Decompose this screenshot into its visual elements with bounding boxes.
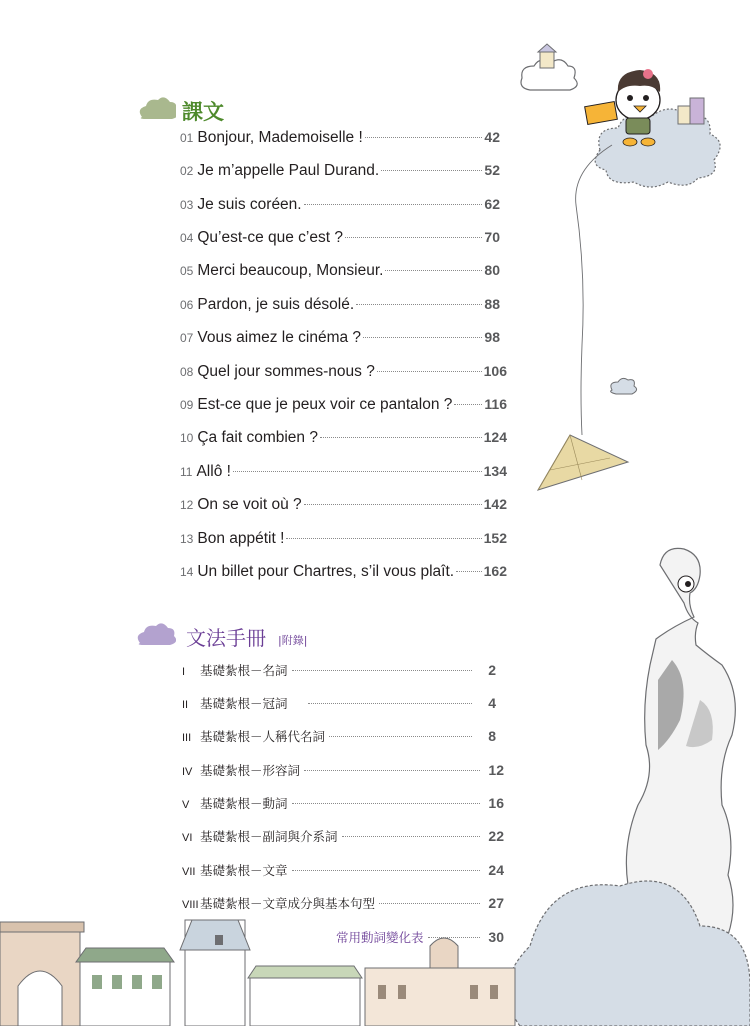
leader-dots <box>356 304 482 305</box>
toc-row-12[interactable] <box>180 496 507 518</box>
lesson-number: 06 <box>180 298 194 312</box>
grammar-title: 基礎紮根－動詞 <box>200 796 288 811</box>
lesson-number: 10 <box>180 431 194 445</box>
toc-row-01[interactable] <box>180 129 500 151</box>
leader-dots <box>292 670 472 671</box>
lesson-page: 88 <box>484 296 500 312</box>
toc-row-08[interactable] <box>180 363 507 385</box>
appendix-page: 30 <box>488 929 504 945</box>
leader-dots <box>308 703 472 704</box>
leader-dots <box>304 770 480 771</box>
lesson-number: 14 <box>180 565 194 579</box>
grammar-page: 4 <box>488 695 496 711</box>
grammar-heading-label: 文法手冊 <box>186 626 266 650</box>
grammar-title: 基礎紮根－副詞與介系詞 <box>200 829 338 844</box>
lesson-page: 134 <box>483 463 507 479</box>
leader-dots <box>304 204 483 205</box>
grammar-roman: IV <box>182 766 193 778</box>
grammar-page: 8 <box>488 728 496 744</box>
lesson-page: 52 <box>484 162 500 178</box>
lesson-number: 13 <box>180 532 194 546</box>
grammar-page: 16 <box>488 795 504 811</box>
leader-dots <box>381 170 482 171</box>
lesson-page: 42 <box>484 129 500 145</box>
appendix-title: 常用動詞變化表 <box>336 930 424 945</box>
lesson-number: 09 <box>180 398 194 412</box>
grammar-roman: VII <box>182 866 196 878</box>
lesson-title: Un billet pour Chartres, s’il vous plaît. <box>197 563 455 580</box>
grammar-title: 基礎紮根－文章 <box>200 863 288 878</box>
toc-row-13[interactable] <box>180 530 507 552</box>
grammar-roman: VI <box>182 832 193 844</box>
toc-row-03[interactable] <box>180 196 500 218</box>
lesson-title: Vous aimez le cinéma ? <box>197 329 362 346</box>
grammar-row-2[interactable] <box>182 694 496 714</box>
toc-row-11[interactable] <box>180 463 507 485</box>
appendix-tag: |附錄| <box>278 633 308 647</box>
lesson-number: 05 <box>180 264 194 278</box>
toc-row-07[interactable] <box>180 329 500 351</box>
leader-dots <box>329 736 472 737</box>
leader-dots <box>385 270 482 271</box>
appendix-row[interactable] <box>336 928 504 948</box>
leader-dots <box>304 504 482 505</box>
leader-dots <box>454 404 482 405</box>
small-cloud-icon <box>611 378 637 394</box>
purple-cloud-icon <box>134 623 176 651</box>
lesson-number: 07 <box>180 331 194 345</box>
green-cloud-icon <box>136 97 176 125</box>
lesson-number: 01 <box>180 131 194 145</box>
grammar-title: 基礎紮根－文章成分與基本句型 <box>200 896 376 911</box>
grammar-roman: VIII <box>182 899 199 911</box>
grammar-page: 12 <box>488 762 504 778</box>
toc-row-06[interactable] <box>180 296 500 318</box>
lessons-heading-label: 課文 <box>182 100 224 124</box>
lesson-page: 62 <box>484 196 500 212</box>
lesson-title: Bonjour, Mademoiselle ! <box>197 129 363 146</box>
lesson-title: On se voit où ? <box>197 496 302 513</box>
grammar-page: 24 <box>488 862 504 878</box>
leader-dots <box>292 870 480 871</box>
grammar-row-1[interactable] <box>182 661 496 681</box>
grammar-roman: II <box>182 699 189 711</box>
lesson-number: 04 <box>180 231 194 245</box>
lesson-page: 152 <box>483 530 507 546</box>
grammar-row-3[interactable] <box>182 727 496 747</box>
grammar-title: 基礎紮根－名詞 <box>200 663 288 678</box>
lesson-number: 12 <box>180 498 194 512</box>
grammar-title: 基礎紮根－形容詞 <box>200 763 301 778</box>
leader-dots <box>428 937 480 938</box>
grammar-row-5[interactable] <box>182 794 504 814</box>
lesson-page: 98 <box>484 329 500 345</box>
lesson-title: Est-ce que je peux voir ce pantalon ? <box>197 396 453 413</box>
grammar-roman: I <box>182 666 186 678</box>
grammar-page: 2 <box>488 662 496 678</box>
leader-dots <box>233 471 482 472</box>
toc-row-02[interactable] <box>180 162 500 184</box>
lesson-title: Pardon, je suis désolé. <box>197 296 355 313</box>
grammar-row-6[interactable] <box>182 827 504 847</box>
venus-statue-icon <box>626 548 735 935</box>
lesson-title: Je suis coréen. <box>197 196 302 213</box>
lesson-number: 02 <box>180 164 194 178</box>
lesson-page: 116 <box>484 396 507 412</box>
lesson-number: 08 <box>180 365 194 379</box>
leader-dots <box>342 836 480 837</box>
appendix-tag-label: 附錄 <box>281 633 304 647</box>
lesson-title: Qu’est-ce que c’est ? <box>197 229 343 246</box>
lesson-page: 162 <box>483 563 507 579</box>
lesson-title: Merci beaucoup, Monsieur. <box>197 262 384 279</box>
lesson-page: 80 <box>484 262 500 278</box>
character-cloud-icon <box>585 69 720 187</box>
toc-row-05[interactable] <box>180 262 500 284</box>
lesson-number: 03 <box>180 198 194 212</box>
lesson-page: 124 <box>483 429 507 445</box>
toc-row-04[interactable] <box>180 229 500 251</box>
lesson-page: 106 <box>483 363 507 379</box>
leader-dots <box>345 237 482 238</box>
grammar-row-7[interactable] <box>182 861 504 881</box>
lesson-page: 142 <box>483 496 507 512</box>
pyramid-kite-icon <box>538 435 628 490</box>
grammar-roman: III <box>182 732 192 744</box>
lesson-title: Allô ! <box>196 463 231 480</box>
leader-dots <box>365 137 483 138</box>
lesson-number: 11 <box>180 465 193 479</box>
leader-dots <box>363 337 482 338</box>
grammar-roman: V <box>182 799 190 811</box>
lesson-page: 70 <box>484 229 500 245</box>
leader-dots <box>377 371 482 372</box>
grammar-heading <box>134 622 307 651</box>
leader-dots <box>286 538 481 539</box>
grammar-title: 基礎紮根－冠詞 <box>200 696 288 711</box>
lessons-heading <box>136 96 224 126</box>
toc-row-14[interactable] <box>180 563 507 585</box>
leader-dots <box>320 437 482 438</box>
lesson-title: Quel jour sommes-nous ? <box>197 363 375 380</box>
floating-houses-cloud-icon <box>521 44 577 90</box>
lesson-title: Bon appétit ! <box>197 530 285 547</box>
leader-dots <box>456 571 482 572</box>
grammar-row-8[interactable] <box>182 894 504 914</box>
leader-dots <box>292 803 480 804</box>
toc-row-10[interactable] <box>180 429 507 451</box>
lesson-title: Je m’appelle Paul Durand. <box>197 162 380 179</box>
grammar-page: 27 <box>488 895 504 911</box>
toc-row-09[interactable] <box>180 396 507 418</box>
lesson-title: Ça fait combien ? <box>197 429 318 446</box>
leader-dots <box>379 903 480 904</box>
grammar-title: 基礎紮根－人稱代名詞 <box>200 729 326 744</box>
grammar-page: 22 <box>488 828 504 844</box>
grammar-row-4[interactable] <box>182 761 504 781</box>
